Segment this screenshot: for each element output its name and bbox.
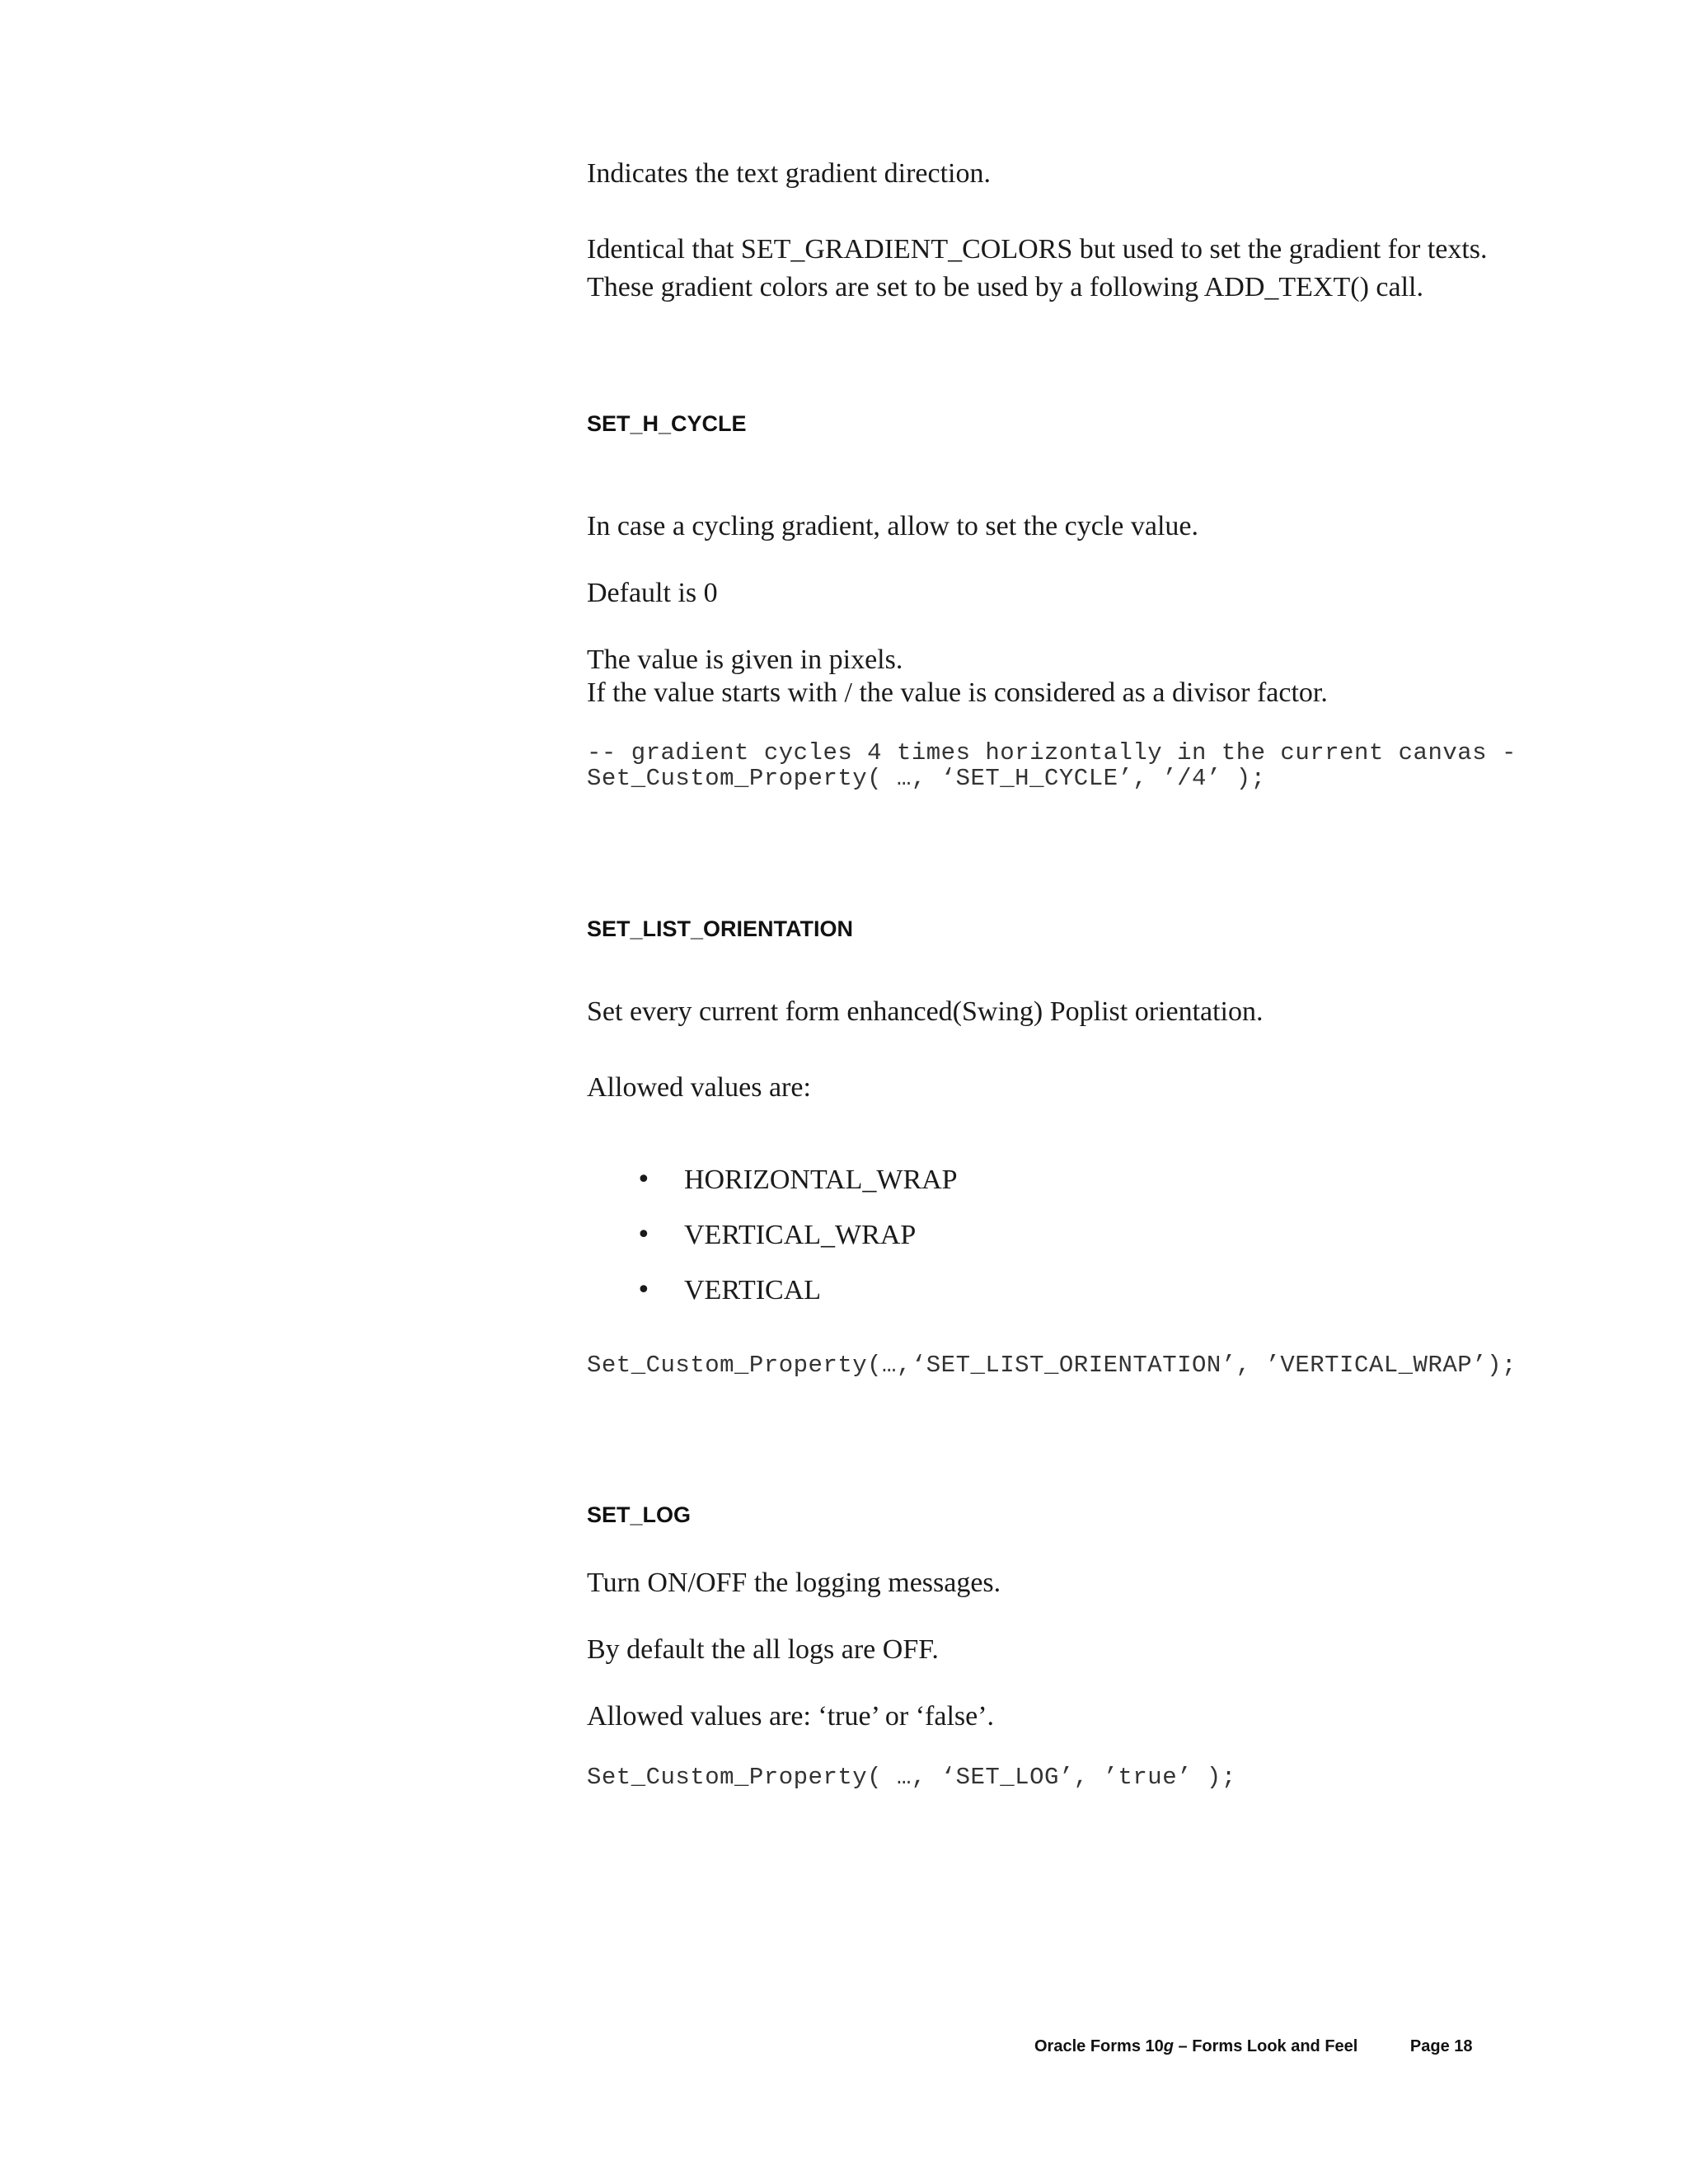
set-h-cycle-value-line-2: If the value starts with / the value is considered as a divisor factor. bbox=[587, 677, 1328, 708]
footer-title bbox=[1034, 2036, 1357, 2057]
set-h-cycle-default: Default is 0 bbox=[587, 578, 718, 608]
footer-title-prefix: Oracle Forms 10 bbox=[1034, 2037, 1164, 2055]
bullet-icon: • bbox=[636, 1276, 651, 1305]
set-list-orientation-description: Set every current form enhanced(Swing) Poplist orientation. bbox=[587, 996, 1264, 1027]
list-item-label: VERTICAL bbox=[684, 1275, 822, 1305]
list-item-label: HORIZONTAL_WRAP bbox=[684, 1165, 958, 1195]
gradient-direction-text: Indicates the text gradient direction. bbox=[587, 158, 991, 189]
list-item bbox=[587, 1216, 958, 1272]
list-item bbox=[587, 1161, 958, 1216]
page-number: Page 18 bbox=[1409, 2037, 1473, 2055]
set-log-default: By default the all logs are OFF. bbox=[587, 1634, 939, 1665]
bullet-icon: • bbox=[636, 1221, 651, 1249]
set-h-cycle-code-comment: -- gradient cycles 4 times horizontally in the current canvas - bbox=[587, 739, 1517, 766]
page-footer bbox=[1034, 2036, 1473, 2057]
set-list-orientation-allowed: Allowed values are: bbox=[587, 1072, 811, 1103]
bullet-icon: • bbox=[636, 1165, 651, 1194]
heading-set-list-orientation: SET_LIST_ORIENTATION bbox=[587, 916, 854, 941]
list-item bbox=[587, 1272, 958, 1327]
set-log-allowed: Allowed values are: ‘true’ or ‘false’. bbox=[587, 1701, 995, 1732]
set-h-cycle-description: In case a cycling gradient, allow to set the cycle value. bbox=[587, 511, 1199, 541]
set-h-cycle-value-line-1: The value is given in pixels. bbox=[587, 644, 903, 675]
text-gradient-line-2: These gradient colors are set to be used by a following ADD_TEXT() call. bbox=[587, 272, 1423, 302]
footer-title-italic: g bbox=[1163, 2037, 1174, 2055]
orientation-values-list bbox=[587, 1161, 958, 1327]
text-gradient-line-1: Identical that SET_GRADIENT_COLORS but used to set the gradient for texts. bbox=[587, 234, 1488, 265]
list-item-label: VERTICAL_WRAP bbox=[684, 1220, 917, 1250]
footer-title-suffix: – Forms Look and Feel bbox=[1173, 2037, 1358, 2055]
set-list-orientation-code: Set_Custom_Property(…,‘SET_LIST_ORIENTATION’, ’VERTICAL_WRAP’); bbox=[587, 1352, 1517, 1379]
set-log-description: Turn ON/OFF the logging messages. bbox=[587, 1568, 1001, 1598]
set-h-cycle-code-call: Set_Custom_Property( …, ‘SET_H_CYCLE’, ’/4’ ); bbox=[587, 765, 1266, 792]
heading-set-h-cycle: SET_H_CYCLE bbox=[587, 411, 747, 436]
heading-set-log: SET_LOG bbox=[587, 1502, 692, 1527]
set-log-code: Set_Custom_Property( …, ‘SET_LOG’, ’true’ ); bbox=[587, 1764, 1236, 1791]
